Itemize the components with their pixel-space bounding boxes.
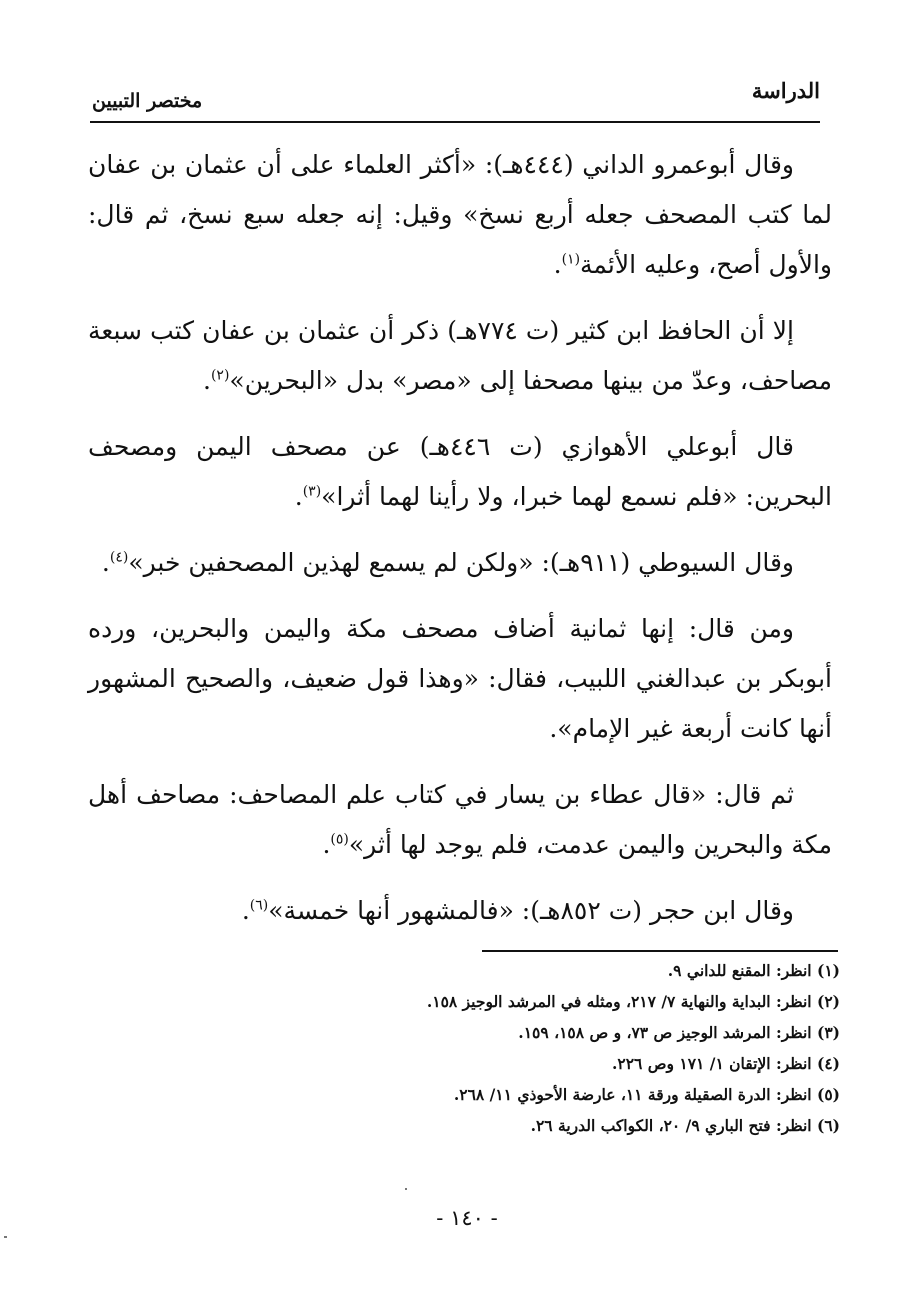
- paragraph-text: وقال أبوعمرو الداني (٤٤٤هـ): «أكثر العلماء على أن عثمان بن عفان لما كتب المصحف جعله أربع نسخ» وقيل: إنه جعله سبع نسخ، ثم قال: والأول أصح، وعليه الأئمة: [88, 150, 832, 279]
- footnote-ref: (٣): [302, 483, 322, 500]
- footnote: (٤) انظر: الإتقان ١/ ١٧١ وص ٢٢٦.: [611, 1054, 840, 1073]
- paragraph-end: .: [241, 896, 250, 925]
- paragraph-text: ثم قال: «قال عطاء بن يسار في كتاب علم المصاحف: مصاحف أهل مكة والبحرين واليمن عدمت، فلم يوجد لها أثر»: [88, 780, 832, 859]
- paragraph-text: قال أبوعلي الأهوازي (ت ٤٤٦هـ) عن مصحف اليمن ومصحف البحرين: «فلم نسمع لهما خبرا، ولا رأينا لهما أثرا»: [88, 432, 832, 511]
- paragraph: [88, 770, 832, 870]
- footnote: (١) انظر: المقنع للداني ٩.: [667, 961, 840, 980]
- paragraph: [88, 422, 832, 522]
- book-title: مختصر التبيين: [92, 90, 203, 112]
- footnote-ref: (٦): [249, 897, 269, 914]
- scan-speck: [405, 1188, 407, 1190]
- paragraph-end: .: [553, 250, 562, 279]
- paragraph-end: .: [203, 366, 211, 395]
- footnote-ref: (١): [561, 251, 581, 268]
- page-number: - ١٤٠ -: [436, 1206, 498, 1230]
- footnote: (٢) انظر: البداية والنهاية ٧/ ٢١٧، ومثله في المرشد الوجيز ١٥٨.: [426, 992, 840, 1011]
- header-divider: [90, 121, 820, 123]
- paragraph-text: وقال ابن حجر (ت ٨٥٢هـ): «فالمشهور أنها خمسة»: [268, 896, 794, 925]
- footnote-ref: (٢): [210, 367, 230, 384]
- footnote-divider: [482, 950, 838, 952]
- paragraph-end: .: [294, 482, 303, 511]
- footnote: (٥) انظر: الدرة الصقيلة ورقة ١١، عارضة الأحوذي ١١/ ٢٦٨.: [453, 1085, 840, 1104]
- paragraph-end: .: [322, 830, 331, 859]
- paragraph-text: ومن قال: إنها ثمانية أضاف مصحف مكة واليمن والبحرين، ورده أبوبكر بن عبدالغني اللبيب، فقال: «وهذا قول ضعيف، والصحيح المشهور أنها كانت أربعة غير الإمام».: [88, 614, 832, 743]
- section-title: الدراسة: [751, 78, 820, 103]
- footnote: (٣) انظر: المرشد الوجيز ص ٧٣، و ص ١٥٨، ١٥٩.: [518, 1023, 840, 1042]
- main-text: [88, 140, 832, 952]
- paragraph-text: إلا أن الحافظ ابن كثير (ت ٧٧٤هـ) ذكر أن عثمان بن عفان كتب سبعة مصاحف، وعدّ من بينها مصحفا إلى «مصر» بدل «البحرين»: [88, 316, 832, 395]
- paragraph-text: وقال السيوطي (٩١١هـ): «ولكن لم يسمع لهذين المصحفين خبر»: [128, 548, 794, 577]
- paragraph-end: .: [101, 548, 110, 577]
- paragraph: [88, 886, 832, 936]
- running-header: [92, 72, 820, 122]
- footnotes: [300, 955, 840, 1141]
- footnote-ref: (٤): [109, 549, 129, 566]
- paragraph: [88, 538, 832, 588]
- footnote: (٦) انظر: فتح الباري ٩/ ٢٠، الكواكب الدرية ٢٦.: [530, 1116, 840, 1135]
- paragraph: [88, 604, 832, 754]
- paragraph: [88, 306, 832, 406]
- footnote-ref: (٥): [330, 831, 349, 848]
- scan-speck: [4, 1236, 7, 1238]
- paragraph: [88, 140, 832, 290]
